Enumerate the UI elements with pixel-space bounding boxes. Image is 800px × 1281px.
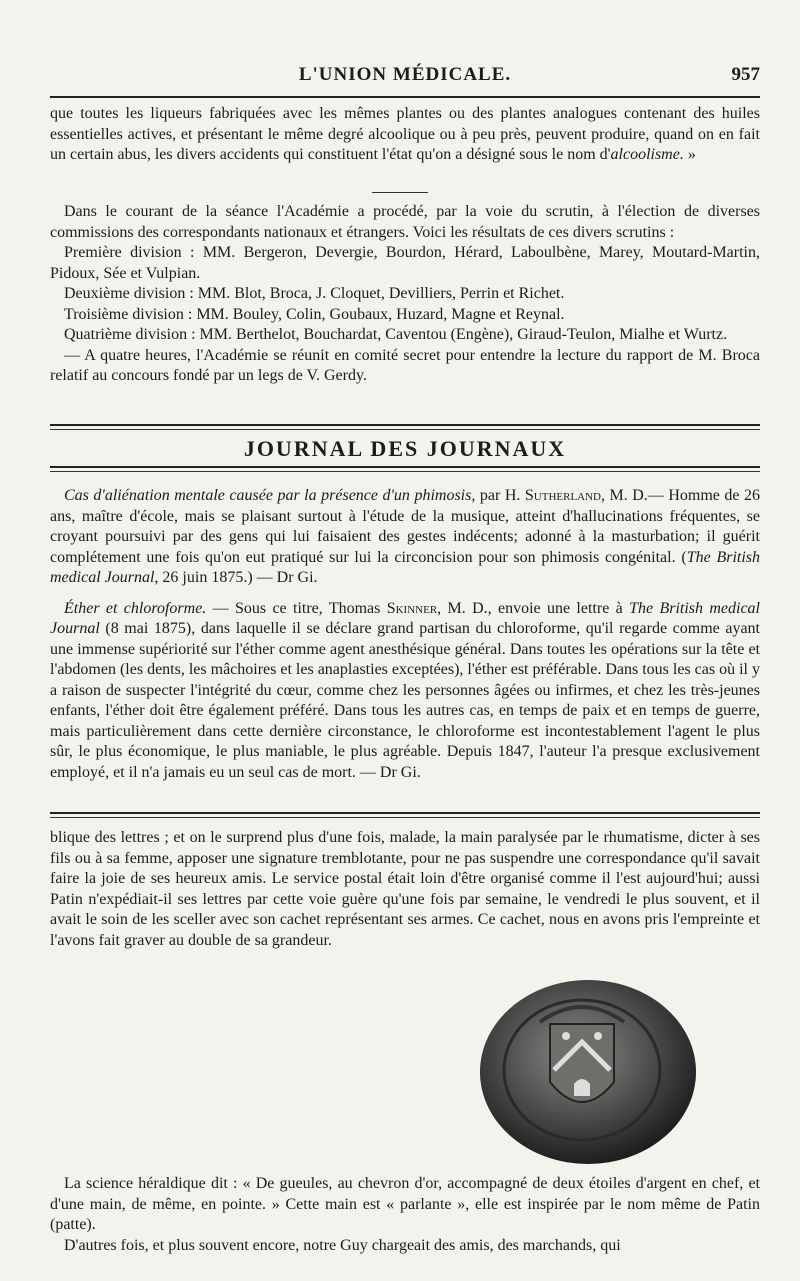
section-title: JOURNAL DES JOURNAUX (243, 436, 567, 461)
article-source: The British medical Journal (50, 548, 761, 586)
article-title: Cas d'aliénation mentale causée par la présence d'un phimosis (64, 487, 472, 504)
article-source: The British medical Journal (50, 599, 760, 637)
section-rule-top-thin (50, 429, 760, 430)
paragraph-comite: — A quatre heures, l'Académie se réunit en comité secret pour entendre la lecture du rapport de M. Broca relatif au concours fondé par un legs de V. Gerdy. (50, 346, 760, 384)
division-4: Quatrième division : MM. Berthelot, Bouchardat, Caventou (Engène), Giraud-Teulon, Mialhe et Wurtz. (64, 326, 728, 343)
feuilleton-paragraph-2: La science héraldique dit : « De gueules, au chevron d'or, accompagné de deux étoiles d'argent en chef, et d'une main, de même, en pointe. » Cette main est « parlante », elle est inspirée par le nom même de Patin (patte). (50, 1175, 760, 1233)
article-date: , 26 juin 1875.) — Dr Gi. (154, 569, 318, 586)
article-body: — Homme de 26 ans, maître d'école, mais se plaisant surtout à l'étude de la musique, atteint d'hallucinations fréquentes, se croyant poursuivi par des gens qui lui faisaient des gestes indécents; adonné à la masturbation; il guérit complétement une fois qu'on eut pratiqué sur lui la circoncision pour son phimosis congénital. ( (50, 487, 761, 566)
quote-close: » (683, 146, 696, 163)
feuilleton-paragraph-3: D'autres fois, et plus souvent encore, notre Guy chargeait des amis, des marchands, qui (64, 1236, 621, 1254)
feuilleton-text (50, 828, 760, 951)
article-phimosis (50, 486, 760, 589)
division-1: Première division : MM. Bergeron, Devergie, Bourdon, Hérard, Laboulbène, Marey, Moutard-Martin, Pidoux, Sée et Vulpian. (50, 244, 760, 282)
article-body: (8 mai 1875), dans laquelle il se déclare grand partisan du chloroforme, qu'il regarde comme ayant une immense supériorité sur l'éther comme agent anesthésique général. Dans toutes les opérations sur la tête et l'abdomen (les dents, les mâchoires et les anaplasties exceptées), l'éther est préférable. Dans tous les cas où il y a raison de suspecter l'intégrité du cœur, comme chez les personnes âgées ou infirmes, et chez les très-jeunes enfants, l'éther doit être également préféré. Dans tous les autres cas, en temps de paix et en temps de guerre, mais particulièrement dans cette dernière circonstance, le chloroforme est incontestablement l'agent le plus sûr, le plus économique, le plus maniable, le plus agréable. Depuis 1847, l'auteur l'a presque exclusivement employé, et il n'a jamais eu un seul cas de mort. — Dr Gi. (50, 620, 760, 781)
feuilleton-rule-thin (50, 817, 760, 818)
division-2: Deuxième division : MM. Blot, Broca, J. Cloquet, Devilliers, Perrin et Richet. (64, 285, 565, 302)
commission-block (50, 202, 760, 387)
italic-term: alcoolisme. (610, 146, 684, 163)
paragraph-text: que toutes les liqueurs fabriquées avec les mêmes plantes ou des plantes analogues contenant des huiles essentielles actives, et présentant le même degré alcoolique ou à peu près, peuvent produire, quand on en fait un certain abus, les divers accidents qui constituent l'état qu'on a désigné sous le nom d' (50, 105, 760, 163)
wax-seal-image (470, 972, 700, 1172)
section-rule-bottom (50, 466, 760, 468)
article-mid: , envoie une lettre à (487, 599, 630, 617)
article-ether (50, 599, 760, 784)
feuilleton-continued (50, 1174, 760, 1256)
section-rule-bottom-thin (50, 471, 760, 472)
journal-articles (50, 486, 760, 783)
article-title: Éther et chloroforme. (64, 599, 207, 617)
article-by: , par (471, 487, 505, 504)
division-3: Troisième division : MM. Bouley, Colin, Goubaux, Huzard, Magne et Reynal. (64, 305, 565, 323)
page-header (50, 64, 760, 94)
feuilleton-rule (50, 812, 760, 814)
page-number: 957 (731, 64, 760, 85)
header-rule (50, 96, 760, 98)
paragraph-alcoolisme (50, 104, 760, 166)
section-rule-top (50, 424, 760, 426)
feuilleton-paragraph-1: blique des lettres ; et on le surprend plus d'une fois, malade, la main paralysée par le rhumatisme, dicter à ses fils ou à sa femme, apposer une signature tremblotante, pour ne pas suspendre une correspondance qu'il savait faire la joie de ses heureux amis. Le service postal était loin d'être organisé comme il l'est aujourd'hui; aussi Patin n'expédiait-il ses lettres par cette voie guère qu'une fois par semaine, le vendredi le plus souvent, et il avait le soin de les sceller avec son cachet représentant ses armes. Ce cachet, nous en avons pris l'empreinte et l'avons fait graver au double de sa grandeur. (50, 829, 760, 949)
short-divider (372, 192, 428, 193)
paragraph-scrutin: Dans le courant de la séance l'Académie a procédé, par la voie du scrutin, à l'élection de diverses commissions des correspondants nationaux et étrangers. Voici les résultats de ces divers scrutins : (50, 203, 760, 241)
academy-report (50, 104, 760, 166)
article-author: Skinner, M. D. (386, 599, 488, 617)
running-head: L'UNION MÉDICALE. (298, 64, 512, 85)
article-author: H. Sutherland, M. D. (504, 487, 648, 504)
article-lead: — Sous ce titre, Thomas (206, 599, 387, 617)
